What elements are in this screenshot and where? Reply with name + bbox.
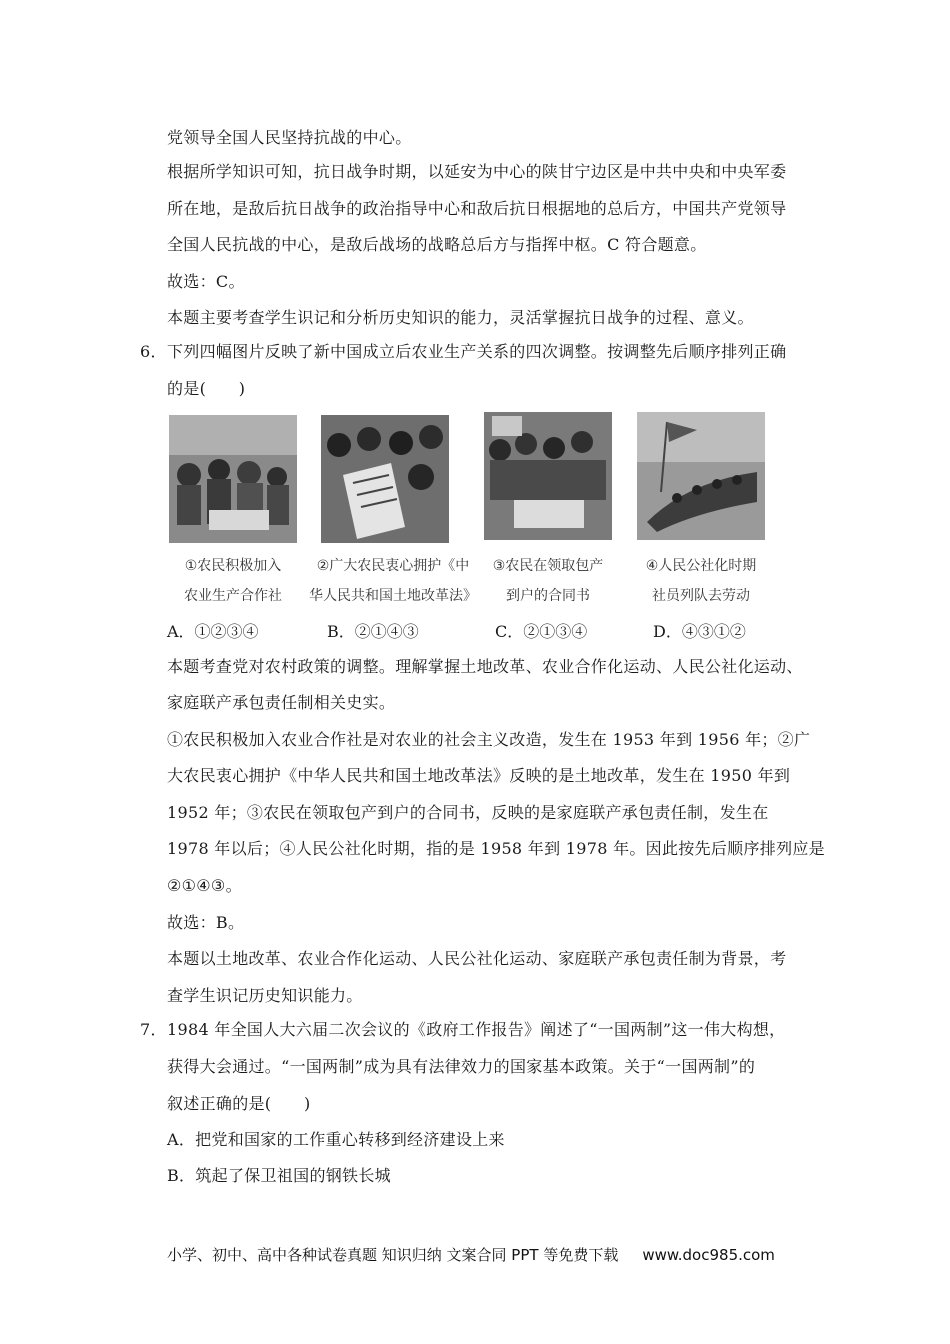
caption-line: ②广大农民衷心拥护《中 xyxy=(316,558,470,574)
caption-line: 华人民共和国土地改革法》 xyxy=(309,588,477,604)
option-d: D．④③①② xyxy=(653,622,746,641)
question-stem: 叙述正确的是( ) xyxy=(167,1094,311,1113)
text-line: 所在地，是敌后抗日战争的政治指导中心和敌后抗日根据地的总后方，中国共产党领导 xyxy=(167,199,787,218)
page-footer xyxy=(167,1245,775,1265)
text-line: 根据所学知识可知，抗日战争时期，以延安为中心的陕甘宁边区是中共中央和中央军委 xyxy=(167,162,787,181)
photo-land-reform xyxy=(321,415,449,543)
photo-commune xyxy=(637,412,765,540)
photo-contract xyxy=(484,412,612,540)
answer-line: 故选：B。 xyxy=(167,913,245,932)
question-number: 6． xyxy=(140,342,167,361)
question-stem: 的是( ) xyxy=(167,379,246,398)
caption-line: ④人民公社化时期 xyxy=(645,558,757,574)
question-stem: 下列四幅图片反映了新中国成立后农业生产关系的四次调整。按调整先后顺序排列正确 xyxy=(167,342,787,361)
footer-link[interactable]: www.doc985.com xyxy=(642,1246,775,1264)
analysis-line: 大农民衷心拥护《中华人民共和国土地改革法》反映的是土地改革，发生在 1950 年到 xyxy=(167,766,791,785)
option-a: A．把党和国家的工作重心转移到经济建设上来 xyxy=(167,1130,505,1149)
footer-text: 小学、初中、高中各种试卷真题 知识归纳 文案合同 PPT 等免费下载 xyxy=(167,1246,619,1264)
caption-line: ①农民积极加入 xyxy=(184,558,282,574)
caption-line: 农业生产合作社 xyxy=(184,588,282,604)
analysis-line: ①农民积极加入农业合作社是对农业的社会主义改造，发生在 1953 年到 1956 年；②广 xyxy=(167,730,811,749)
option-a: A．①②③④ xyxy=(167,622,259,641)
option-c: C．②①③④ xyxy=(495,622,588,641)
text-line: 本题主要考查学生识记和分析历史知识的能力，灵活掌握抗日战争的过程、意义。 xyxy=(167,308,754,327)
question-number: 7． xyxy=(140,1020,167,1039)
text-line: 全国人民抗战的中心，是敌后战场的战略总后方与指挥中枢。C 符合题意。 xyxy=(167,235,707,254)
text-line: 党领导全国人民坚持抗战的中心。 xyxy=(167,128,412,147)
caption-line: 社员列队去劳动 xyxy=(652,588,750,604)
summary-line: 本题以土地改革、农业合作化运动、人民公社化运动、家庭联产承包责任制为背景，考 xyxy=(167,949,787,968)
option-b: B．②①④③ xyxy=(327,622,419,641)
analysis-line: 1978 年以后；④人民公社化时期，指的是 1958 年到 1978 年。因此按先后顺序排列应是 xyxy=(167,839,825,858)
option-b: B．筑起了保卫祖国的钢铁长城 xyxy=(167,1166,391,1185)
photo-cooperative xyxy=(169,415,297,543)
analysis-line: ②①④③。 xyxy=(167,876,242,895)
question-stem: 获得大会通过。“一国两制”成为具有法律效力的国家基本政策。关于“一国两制”的 xyxy=(167,1057,756,1076)
summary-line: 查学生识记历史知识能力。 xyxy=(167,986,363,1005)
analysis-line: 家庭联产承包责任制相关史实。 xyxy=(167,693,396,712)
caption-line: ③农民在领取包产 xyxy=(492,558,604,574)
answer-line: 故选：C。 xyxy=(167,272,245,291)
analysis-line: 本题考查党对农村政策的调整。理解掌握土地改革、农业合作化运动、人民公社化运动、 xyxy=(167,657,803,676)
question-stem: 1984 年全国人大六届二次会议的《政府工作报告》阐述了“一国两制”这一伟大构想， xyxy=(167,1020,786,1039)
caption-line: 到户的合同书 xyxy=(506,588,590,604)
analysis-line: 1952 年；③农民在领取包产到户的合同书，反映的是家庭联产承包责任制，发生在 xyxy=(167,803,769,822)
